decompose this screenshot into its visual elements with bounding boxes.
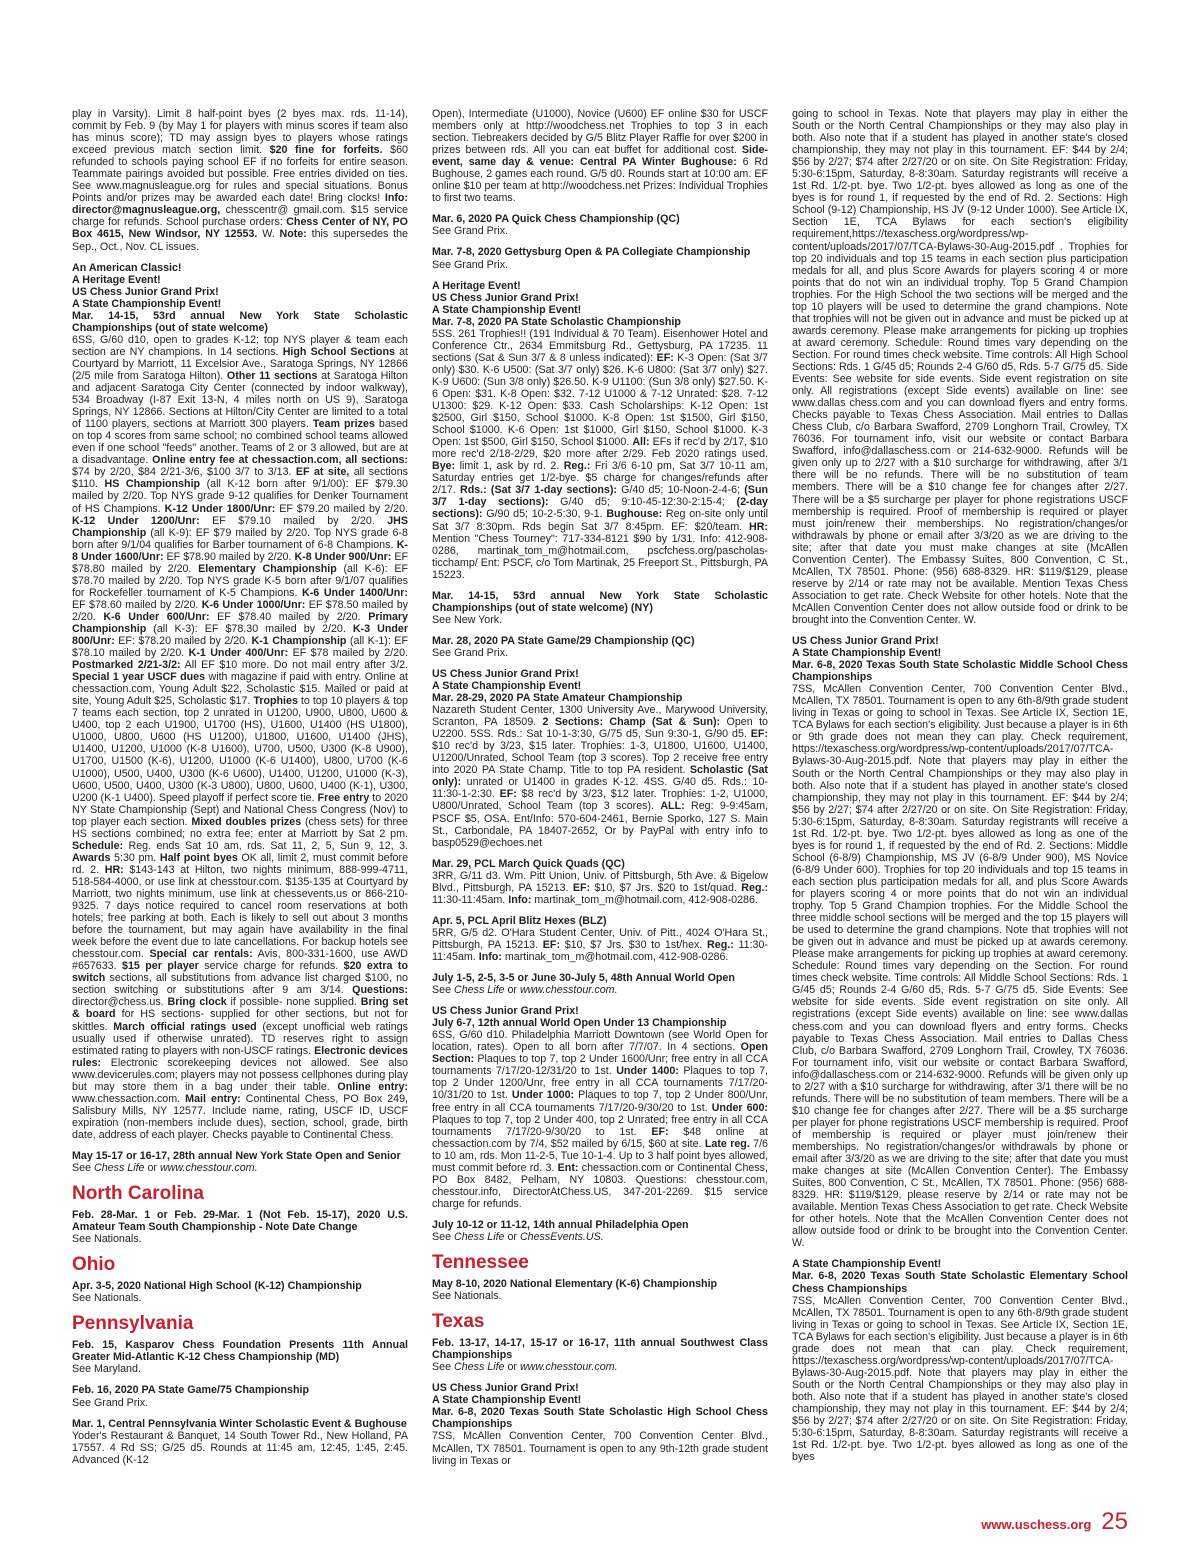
body-text: service charge for refunds. xyxy=(198,960,344,973)
listing xyxy=(72,1150,408,1174)
body-text: OK all, limit 2, must commit before rd. 2. xyxy=(72,851,409,876)
listing xyxy=(792,635,1128,1249)
body-text: Continental Chess, PO Box 249, Salisbury Mills, NY 12577. Include name, rating, USCF ID, USCF expiration (non-members include dues), section, school, grade, birth date, address of each player. Checks payable to Continental Chess. xyxy=(72,1092,409,1141)
body-text: See Maryland. xyxy=(72,1363,141,1376)
bold-text: Info: xyxy=(478,951,502,963)
listing xyxy=(72,1339,408,1375)
body-text: $8 rec'd by 3/23, $12 later. Trophies: 1-2, U1000, U800/Unrated, School Team (top 3 scores). xyxy=(432,788,768,813)
bold-text: Questions: xyxy=(352,984,408,997)
listing-heading: US Chess Junior Grand Prix! xyxy=(72,285,219,298)
footer-url: www.uschess.org xyxy=(981,1517,1092,1532)
bold-text: Side-event, same day & venue: Central PA Winter Bughouse: xyxy=(432,144,768,169)
listing xyxy=(432,108,768,204)
body-text: sections, all substitutions from advance list charged $100, no section switching or substitutions after 9 am 3/14. xyxy=(72,972,408,997)
body-text: or xyxy=(504,1361,520,1374)
listing-heading: Mar. 1, Central Pennsylvania Winter Scholastic Event & Bughouse xyxy=(72,1417,407,1430)
body-text: director@chess.us. xyxy=(72,996,168,1009)
bold-text: EF: xyxy=(542,938,560,951)
listing-heading: Mar. 29, PCL March Quick Quads (QC) xyxy=(432,857,625,870)
bold-text: Electronic devices rules: xyxy=(72,1044,408,1069)
body-text: See Grand Prix. xyxy=(432,225,509,238)
state-heading: Texas xyxy=(432,1311,485,1333)
italic-text: Chess Life xyxy=(454,1230,505,1243)
listing xyxy=(432,1219,768,1243)
listing-heading: Mar. 6-8, 2020 Texas South State Scholastic Elementary School Chess Championships xyxy=(792,1270,1128,1295)
bold-text: $15 per player xyxy=(122,960,199,973)
bold-text: Other 11 sections xyxy=(226,369,318,382)
italic-text: www.chesstour.com. xyxy=(159,1162,258,1175)
bold-text: JHS Championship xyxy=(72,514,408,539)
bold-text: Half point byes xyxy=(159,851,238,864)
body-text: unrated or U1400 in grades K-12. 4SS. G/40 d5. Rds.: 10-11:30-1-2:30. xyxy=(432,776,768,801)
body-text: See Grand Prix. xyxy=(72,1396,149,1409)
bold-text: EF at site, xyxy=(295,466,350,479)
bold-text: EF: xyxy=(656,351,674,364)
listing-heading: Feb. 13-17, 14-17, 15-17 or 16-17, 11th annual Southwest Class Championships xyxy=(432,1337,768,1362)
bold-text: Bring clock xyxy=(167,996,227,1009)
bold-text: EF: xyxy=(750,728,768,741)
listing xyxy=(792,1258,1128,1463)
body-text: 6SS, G/60 d10, open to grades K-12; top NYS player & team each section are NY champions. In 14 sections. xyxy=(72,333,408,358)
listing-heading: July 10-12 or 11-12, 14th annual Philadelphia Open xyxy=(432,1218,689,1231)
listing xyxy=(72,108,408,253)
bold-text: Awards xyxy=(72,851,111,864)
body-text: 6 Rd Bughouse, 2 games each round. G/5 d0. Rounds start at 10:00 am. EF online $10 per team at http://woodchess.net Prizes: Individual Trophies to first two teams. xyxy=(432,156,769,205)
listing-heading: Mar. 28-29, 2020 PA State Amateur Championship xyxy=(432,692,683,705)
body-text: chessaction.com or Continental Chess, PO Box 8482, Pelham, NY 10803. Questions: chesstour.com, chesstour.info, DirectorAtChess.US, 347-201-2269. $15 service charge for refunds. xyxy=(432,1161,768,1210)
body-text: EF $79.10 mailed by 2/20. xyxy=(199,514,388,527)
body-text: Reg. ends Sat 10 am, rds. Sat 11, 2, 5, Sun 9, 12, 3. xyxy=(123,839,408,852)
listing xyxy=(72,1209,408,1245)
body-text: www.chessaction.com. xyxy=(72,1092,186,1105)
bold-text: K-6 Under 1400/Unr: xyxy=(302,586,408,599)
body-text: See Nationals. xyxy=(72,1292,142,1305)
body-text: Plaques to top 7, top 2 Under 1600/Unr; free entry in all CCA tournaments 7/17/20-12/31/20 to 1st. xyxy=(432,1053,768,1078)
listing-heading: May 15-17 or 16-17, 28th annual New York State Open and Senior xyxy=(72,1149,401,1162)
body-text: EF $78.40 mailed by 2/20. xyxy=(209,610,369,623)
body-text: to top 10 players & top 7 teams each section, top 2 unrated in U1200, U900, U800, U600 & U400, top 2 each U1900, U1700 (HS), U1600, U1400 (HS U1800), U1000, U800, U600 (HS U1200), U1800, U1600, U1400 (JHS), U1400, U1200, U1000 (K-8 U1600), U700, U500, U300 (K-8 U900), U1700, U1500 (K-6), U1200, U1000 (K-6 U1400), U800, U700 (K-6 U1000), U500, U400, U300 (K-6 U600), U1400, U1200, U1000 (K-3), U600, U500, U400, U300 (K-3 U800), U800, U600, U400 (K-1), U300, U200 (K-1 U400). Speed playoff if perfect score tie. xyxy=(72,695,408,804)
body-text: G/90 d5; 10-2-5:30, 9-1. xyxy=(482,508,607,521)
bold-text: K-1 Championship xyxy=(251,635,347,648)
bold-text: (2-day sections): xyxy=(432,496,768,521)
bold-text: K-8 Under 1600/Unr: xyxy=(72,538,408,563)
bold-text: Bye: xyxy=(432,460,456,473)
body-text: 7SS, McAllen Convention Center, 700 Convention Center Blvd., McAllen, TX 78501. Tournament is open to any 9th-12th grade student living in Texas or xyxy=(432,1430,768,1467)
listing-heading: US Chess Junior Grand Prix! xyxy=(432,291,579,304)
bold-text: HR: xyxy=(104,863,124,876)
body-text: (except unofficial web ratings usually used if otherwise unrated). TD reserves right to assign estimated rating to players with non-USCF ratings. xyxy=(72,1020,408,1057)
bold-text: Under 1400: xyxy=(616,1065,679,1078)
bold-text: Schedule: xyxy=(72,839,124,852)
bold-text: $20 fine for forfeits. xyxy=(269,144,383,157)
bold-text: Online entry fee at chessaction.com, all sections: xyxy=(152,454,408,467)
page-number: 25 xyxy=(1101,1508,1128,1535)
body-text: Fri 3/6 6-10 pm, Sat 3/7 10-11 am, Saturday entries get 1/2-bye. $5 charge for changes/refunds after 2/17. xyxy=(432,460,768,497)
body-text: $60 refunded to schools paying school EF if no forfeits for entire season. Teammate pairings avoided but possible. Free entries divided on ties. See www.magnusleague.org for rules and special situations. Bonus Points and/or prizes may be awarded each date! Bring clocks! xyxy=(72,144,408,205)
listing xyxy=(432,635,768,659)
bold-text: HR: xyxy=(749,520,768,533)
body-text: See Grand Prix. xyxy=(432,258,509,271)
bold-text: K-1 Under 400/Unr: xyxy=(188,647,289,660)
listing xyxy=(72,1418,408,1466)
body-text: See xyxy=(432,1361,454,1374)
body-text: See Nationals. xyxy=(432,1290,502,1303)
state-heading: North Carolina xyxy=(72,1183,204,1205)
body-text: $48 online at chessaction.com by 7/4, $52 mailed by 6/15, $60 at site. xyxy=(432,1125,768,1150)
body-text: $74 by 2/20, $84 2/21-3/6, $100 3/7 to 3/13. xyxy=(72,466,296,479)
body-text: 11:30-11:45am. xyxy=(432,938,768,963)
listing-heading: A State Championship Event! xyxy=(72,297,222,310)
body-text: 5:30 pm. xyxy=(110,851,160,864)
body-text: 7SS, McAllen Convention Center, 700 Convention Center Blvd., McAllen, TX 78501. Tournament is open to any 6th-8/9th grade student living in Texas or going to school in Texas. See Article IX, Section 1E, TCA Bylaws for each section's eligibility. Just because a player is in 6th or 9th grade does not mean they can play. Check requirement, https://texaschess.org/wordpress/wp-content/uploads/2017/07/TCA-Bylaws-30-Aug-2015.pdf. Note that players may play in either the South or the North Central Championships or they may also play in both. Also note that if a student has played in another state's closed championship, they may not play in this tournament. EF: $44 by 2/4; $56 by 2/27; $74 after 2/27/20 or on site. On Site Registration: Friday, 5:30-6:15pm, Saturday, 8-8:30am. Saturday registrants will receive a 1st Rd. 1/2-pt. bye. Two 1/2-pt. byes allowed as long as one of the byes is for round 1, if requested by the end of Rd. 2. Sections: Middle School (6-8/9) Championship, MS JV (6-8/9 Under 900), MS Novice (6-8/9 Under 600). Trophies for top 20 individuals and top 15 teams in each section plus participation medals for all, and plus Score Awards for players scoring 4 or more points that do not win an individual trophy. Top 5 Grand Champion trophies. For the Middle School the three middle school sections will be merged and the top 15 players will be used to determine the grand champions. Note that trophies will not be given out in advance and must be picked up at awards ceremony. Please make arrangements for picking up trophies at award ceremony. Schedule: Round times vary depending on the Section. For round times check website. Time controls: All Middle School Sections: Rds. 1 G/45 d5; Rounds 2-4 G/60 d5, Rds. 5-7 G/75 d5. Side Events: See website for side events. Side event registration on site only. All registrations (except Side events) available on line: see www.dallas chess.com and you can download flyers and entry forms. Checks payable to Texas Chess Association. Mail entries to Dallas Chess Club, c/o Barbara Swafford, 2709 Longhorn Trail, Crowley, TX 76036. For tournament info, visit our website or contact Barbara Swafford, info@dallaschess.com or 214-632-9000. Refunds will be given only up to 2/27 with a $10 surcharge for withdrawing, after 3/1 there will be no refunds. There will be no substitution of team members. There will be a $10 change fee for changes after 2/27. There will be a $5 surcharge per player for phone registrations USCF membership is required. Proof of membership is required or player must join/renew their memberships. No registration/changes/or withdrawals by phone or email after 3/3/20 as we are driving to the site; after that date you must make changes at site (McAllen Convention Center). The Embassy Suites, 800 Convention, C St., McAllen, TX 78501. Phone: (956) 688-8329. HR: $119/$129, please reserve by 2/14 or rate may not be available. Mention Texas Chess Association to get rate. Check Website for other hotels. Note that the McAllen Convention Center does not allow outside food or drink to be brought into the Convention Center. W. xyxy=(792,683,1128,1250)
body-text: Reg on-site only until Sat 3/7 8:30pm. Rds begin Sat 3/7 8:45pm. EF: $20/team. xyxy=(432,508,768,533)
listing-heading: Feb. 16, 2020 PA State Game/75 Championship xyxy=(72,1384,309,1397)
listing xyxy=(792,108,1128,626)
bold-text: 2 Sections: Champ (Sat & Sun): xyxy=(542,716,721,729)
body-text: Plaques to top 7, top 2 Under 400, top 2 Unrated; free entry in all CCA tournaments 7/17/20-9/30/20 to 1st. xyxy=(432,1113,768,1138)
body-text: Avis, 800-331-1600, use AWD #657633. xyxy=(72,948,408,973)
bold-text: EF: xyxy=(499,788,517,801)
listing-heading: Mar. 7-8, 2020 Gettysburg Open & PA Collegiate Championship xyxy=(432,246,751,259)
listing-heading: July 1-5, 2-5, 3-5 or June 30-July 5, 48th Annual World Open xyxy=(432,972,735,985)
listing-heading: US Chess Junior Grand Prix! xyxy=(792,635,939,648)
italic-text: ChessEvents.US. xyxy=(519,1230,604,1243)
listing-heading: US Chess Junior Grand Prix! xyxy=(432,1005,579,1018)
listing-heading: Apr. 5, PCL April Blitz Hexes (BLZ) xyxy=(432,914,607,927)
listing-heading: Feb. 28-Mar. 1 or Feb. 29-Mar. 1 (Not Feb. 15-17), 2020 U.S. Amateur Team South Championship - Note Date Change xyxy=(72,1209,408,1234)
listing-heading: Mar. 14-15, 53rd annual New York State Scholastic Championships (out of state welcome) xyxy=(72,309,408,334)
listing-heading: July 6-7, 12th annual World Open Under 13 Championship xyxy=(432,1017,727,1030)
body-text: all sections $110. xyxy=(72,466,409,491)
bold-text: K-12 Under 1800/Unr: xyxy=(164,502,276,515)
listing xyxy=(432,246,768,270)
body-text: at Courtyard by Marriott, 11 Excelsior Ave., Saratoga Springs, NY 12866 (2/5 mile from Saratoga Hilton). xyxy=(72,345,408,382)
body-text: 6SS, G/60 d10. Philadelphia Marriott Downtown (see World Open for location, rates). Open to all born after 7/7/07. In 4 sections. xyxy=(432,1029,768,1054)
listing xyxy=(432,1337,768,1373)
body-text: chesscentr@ gmail.com. $15 service charge for refunds. School purchase orders: xyxy=(72,204,408,229)
bold-text: Mail entry: xyxy=(185,1092,241,1105)
bold-text: Under 1000: xyxy=(511,1089,575,1102)
listing xyxy=(432,915,768,963)
column-left xyxy=(72,108,408,1475)
bold-text: All: xyxy=(632,436,650,449)
bold-text: $20 extra to switch xyxy=(72,960,408,985)
bold-text: K-3 Under 800/Unr: xyxy=(72,622,408,648)
body-text: $10, $7 Jrs. $20 to 1st/quad. xyxy=(590,881,742,894)
column-right xyxy=(792,108,1128,1472)
italic-text: www.chesstour.com. xyxy=(519,1361,618,1374)
bold-text: Open Section: xyxy=(432,1041,768,1066)
body-text: going to school in Texas. Note that players may play in either the South or the North Central Championships or they may also play in both. Also note that if a student has played in another state's closed championship, they may not play in this tournament. EF: $44 by 2/4; $56 by 2/27; $74 after 2/27/20 or on site. On Site Registration: Friday, 5:30-6:15pm, Saturday, 8-8:30am. Saturday registrants will receive a 1st Rd. 1/2-pt. bye. Two 1/2-pt. byes allowed as long as one of the byes is for round 1, if requested by the end of Rd. 2. Sections: High School (9-12) Championship, HS JV (9-12 Under 1000). See Article IX, Section 1E, TCA Bylaws for each section's eligibility requirement,https://texaschess.org/wordpress/wp-content/uploads/2017/07/TCA-Bylaws-30-Aug-2015.pdf . Trophies for top 20 individuals and top 15 teams in each section plus participation medals for all, and plus Score Awards for players scoring 4 or more points that do not win an individual trophy. Top 5 Grand Champion trophies. For the High School the two sections will be merged and the top 10 players will be used to determine the grand champions. Note that trophies will not be given out in advance and must be picked up at awards ceremony. Please make arrangements for picking up trophies at award ceremony. Schedule: Round times vary depending on the Section. For round times check website. Time controls: All High School Sections: Rds. 1 G/45 d5; Rounds 2-4 G/60 d5, Rds. 5-7 G/75 d5. Side Events: See website for side events. Side event registration on site only. All registrations (except Side events) available on line: see www.dallas chess.com and you can download flyers and entry forms. Checks payable to Texas Chess Association. Mail entries to Dallas Chess Club, c/o Barbara Swafford, 2709 Longhorn Trail, Crowley, TX 76036. For tournament info, visit our website or contact Barbara Swafford, info@dallaschess.com or 214-632-9000. Refunds will be given only up to 2/27 with a $10 surcharge for withdrawing, after 3/1 there will be no refunds. There will be no substitution of team members. There will be a $10 change fee for changes after 2/27. There will be a $5 surcharge per player for phone registrations USCF membership is required. Proof of membership is required or player must join/renew their memberships. No registration/changes/or withdrawals by phone or email after 3/3/20 as we are driving to the site; after that date you must make changes at site (McAllen Convention Center). The Embassy Suites, 800 Convention, C St., McAllen, TX 78501. Phone: (956) 688-8329. HR: $119/$129, please reserve by 2/14 or rate may not be available. Mention Texas Chess Association to get rate. Check Website for other hotels. Note that the McAllen Convention Center does not allow outside food or drink to be brought into the Convention Center. W. xyxy=(792,108,1128,626)
body-text: 7SS, McAllen Convention Center, 700 Convention Center Blvd., McAllen, TX 78501. Tournament is open to any 6th-8/9th grade student living in Texas or going to school in Texas. See Article IX, Section 1E, TCA Bylaws for each section's eligibility. Just because a player is in 6th grade does not mean that can play. Check requirement, https://texaschess.org/wordpress/wp-content/uploads/2017/07/TCA-Bylaws-30-Aug-2015.pdf. Note that players may play in either the South or the North Central Championships or they may also play in both. Also note that if a student has played in another state's closed championship, they may not play in this tournament. EF: $44 by 2/4; $56 by 2/27; $74 after 2/27/20 or on site. On Site Registration: Friday, 5:30-6:15pm, Saturday, 8-8:30am. Saturday registrants will receive a 1st Rd. 1/2-pt. bye. Two 1/2-pt. byes allowed as long as one of the byes xyxy=(792,1294,1128,1464)
listing xyxy=(72,1384,408,1408)
listing-heading: A State Championship Event! xyxy=(432,680,582,693)
bold-text: EF: xyxy=(572,881,591,894)
body-text: for HS sections- supplied for other sections, but not for skittles. xyxy=(72,1008,408,1033)
listing-heading: US Chess Junior Grand Prix! xyxy=(432,667,579,680)
bold-text: HS Championship xyxy=(104,478,201,491)
bold-text: Bughouse: xyxy=(606,508,663,521)
listing-heading: May 8-10, 2020 National Elementary (K-6) Championship xyxy=(432,1278,718,1291)
listing xyxy=(432,1382,768,1466)
listing-heading: A State Championship Event! xyxy=(792,1258,942,1271)
body-text: play in Varsity). Limit 8 half-point byes (2 byes max. rds. 11-14), commit by Feb. 9 (by May 1 for players with minus scores if team also has minus score); TD may assign byes to players whose ratings exceed previous match section limit. xyxy=(72,108,408,157)
column-middle xyxy=(432,108,768,1476)
listing-heading: Mar. 28, 2020 PA State Game/29 Championship (QC) xyxy=(432,634,695,647)
body-text: martinak_tom_m@hotmail.com, 412-908-0286. xyxy=(501,951,729,963)
body-text: See xyxy=(432,1230,454,1243)
body-text: 5RR, G/5 d2. O'Hara Student Center, Univ. of Pitt., 4024 O'Hara St., Pittsburgh, PA 15213. xyxy=(432,926,768,951)
body-text: Electronic scorekeeping devices not allowed. See also www.devicerules.com; players may not possess cellphones during play but may store them in a bag under their table. xyxy=(72,1056,408,1093)
bold-text: Rds.: (Sat 3/7 1-day sections): xyxy=(459,484,617,497)
body-text: limit 1, ask by rd. 2. xyxy=(455,460,564,473)
body-text: Open to U2200. 5SS. Rds.: Sat 10-1-3:30, G/75 d5, Sun 9:30-1, G/90 d5. xyxy=(432,716,768,741)
body-text: this supersedes the Sep., Oct., Nov. CL issues. xyxy=(72,228,408,253)
body-text: EF $78.90 mailed by 2/20. xyxy=(163,550,295,563)
bold-text: ALL: xyxy=(660,800,685,813)
listing xyxy=(432,590,768,626)
body-text: See Nationals. xyxy=(72,1233,142,1246)
state-heading: Ohio xyxy=(72,1254,116,1276)
body-text: 11:30-11:45am. xyxy=(432,893,509,906)
body-text: EF: $78.20 mailed by 2/20. xyxy=(114,635,252,648)
bold-text: Team prizes xyxy=(312,418,375,431)
page-footer xyxy=(981,1508,1128,1536)
body-text: G/40 d5; 9:10-45-12:30-2:15-4; xyxy=(548,496,737,509)
bold-text: Reg.: xyxy=(563,460,591,473)
bold-text: Postmarked 2/21-3/2: xyxy=(72,659,181,672)
body-text: Plaques to top 7, top 2 Under 1200/Unr, free entry in all CCA tournaments 7/17/20-10/31/20 to 1st. xyxy=(432,1065,769,1102)
body-text: Nazareth Student Center, 1300 University Ave., Marywood University, Scranton, PA 18509. xyxy=(432,704,768,729)
state-heading: Pennsylvania xyxy=(72,1313,194,1335)
italic-text: Chess Life xyxy=(454,984,505,997)
body-text: EF $78.50 mailed by 2/20. xyxy=(72,598,409,623)
body-text: See xyxy=(432,984,454,997)
bold-text: Mixed doubles prizes xyxy=(191,815,302,828)
body-text: 7/6 to 10 am, rds. Mon 11-2-5, Tue 10-1-4. Up to 3 half point byes allowed, must commit before rd. 3. xyxy=(432,1137,768,1174)
bold-text: Bring set & board xyxy=(72,996,409,1021)
body-text: All EF $10 more. Do not mail entry after 3/2. xyxy=(180,659,409,672)
body-text: or xyxy=(504,1230,520,1243)
bold-text: Note: xyxy=(279,228,307,241)
body-text: EF $79.20 mailed by 2/20. xyxy=(275,502,408,515)
bold-text: K-6 Under 1000/Unr: xyxy=(201,598,306,611)
bold-text: Under 600: xyxy=(711,1101,768,1114)
body-text: Mention "Chess Tourney": 717-334-8121 $90 by 1/31. Info: 412-908-0286, martinak_tom_m@hotmail.com, pscfchess.org/pascholas-ticchamp/ Ent: PSCF, c/o Tom Martinak, 25 Freeport St., Pittsburgh, PA 15223. xyxy=(432,532,768,581)
bold-text: (Sun 3/7 1-day sections): xyxy=(432,484,768,509)
body-text: 5SS. 261 Trophies!! (191 Individual & 70 Team). Eisenhower Hotel and Conference Ctr., 2634 Emmitsburg Rd., Gettysburg, PA 17235. 11 sections (Sat & Sun 3/7 & 8 unless indicated): xyxy=(432,327,768,364)
body-text: or xyxy=(144,1162,160,1175)
body-text: (chess sets) for three HS sections combined; no extra fee; enter at Marriott by Sat 2 pm. xyxy=(72,815,408,840)
bold-text: March official ratings used xyxy=(113,1020,257,1033)
body-text: (all K-9): EF $79 mailed by 2/20. Top NYS grade 6-8 born after 9/1/04 qualifies for Barber tournament of 6-8 Champions. xyxy=(72,526,408,551)
bold-text: Special 1 year USCF dues xyxy=(72,671,206,684)
body-text: K-3 Open: (Sat 3/7 only) $30. K-6 U500: (Sat 3/7 only) $26. K-6 U800: (Sat 3/7 only) $27. K-9 U600: (Sun 3/8 only) $26.50. K-9 U1100: (Sun 3/8 only) $27.50. K-6 Open: $31. K-8 Open: $32. 7-12 U1000 & 7-12 Unrated: $28. 7-12 U1300: $29. K-12 Open: $33. Cash Scholarships: K-12 Open: 1st $2500, Girl $150, School $1000. K-8 Open: 1st $1500, Girl $150, School $1000. K-6 Open: 1st $1000, Girl $150, School $1000. K-3 Open: 1st $500, Girl $150, School $1000. xyxy=(432,351,768,449)
bold-text: High School Sections xyxy=(282,345,395,358)
listing-heading: Mar. 6, 2020 PA Quick Chess Championship (QC) xyxy=(432,213,680,226)
body-text: $143-143 at Hilton, two nights minimum, 888-999-4711, 518-584-4000, or use link at chesstour.com. $135-135 at Courtyard by Marriott, two nights minimum, use link at chessevents.us or 866-210-9325. 7 days notice required to cancel room reservations at both hotels; free parking at both. Each is likely to sell out about 3 months before the tournament, but may again have availability in the final week before the event due to late cancellations. For backup hotels see chesstour.com. xyxy=(72,863,408,961)
bold-text: K-6 Under 600/Unr: xyxy=(103,610,210,623)
state-heading: Tennessee xyxy=(432,1252,529,1274)
bold-text: Info: xyxy=(508,893,532,906)
listing xyxy=(432,668,768,849)
listing xyxy=(432,858,768,906)
listing-heading: A State Championship Event! xyxy=(432,1394,582,1407)
bold-text: Scholastic (Sat only): xyxy=(432,764,768,789)
bold-text: EF: xyxy=(651,1125,669,1138)
body-text: G/40 d5; 10-Noon-2-4-6; xyxy=(616,484,745,497)
body-text: See New York. xyxy=(432,613,503,626)
body-text: or xyxy=(504,984,520,997)
bold-text: Chess Center of NY, PO Box 4615, New Windsor, NY 12553. xyxy=(72,216,408,241)
listing-heading: Apr. 3-5, 2020 National High School (K-12) Championship xyxy=(72,1280,362,1293)
body-text: W. xyxy=(257,228,280,241)
listing-heading: Feb. 15, Kasparov Chess Foundation Presents 11th Annual Greater Mid-Atlantic K-12 Chess Championship (MD) xyxy=(72,1339,408,1364)
body-text: EF $78 mailed by 2/20. xyxy=(288,647,408,660)
bold-text: Primary Championship xyxy=(72,610,408,635)
body-text: at Saratoga Hilton and adjacent Saratoga City Center (connected by indoor walkway), 534 Broadway (I-87 Exit 13-N, 4 miles north on US 9), Saratoga Springs, NY 12866. Sections at Hilton/City Center are limited to a total of 1100 players, sections at Marriott 300 players. xyxy=(72,369,408,431)
listing-heading: US Chess Junior Grand Prix! xyxy=(432,1382,579,1395)
body-text: Reg: 9-9:45am, PSCF $5, OSA. Ent/Info: 570-604-2461, Bernie Sporko, 127 S. Main St., Carbondale, PA 18407-2652, Or by PayPal with entry info to basp0529@echoes.net xyxy=(432,800,768,849)
listing-heading: Mar. 14-15, 53rd annual New York State Scholastic Championships (out of state welcome) (NY) xyxy=(432,589,768,614)
body-text: Yoder's Restaurant & Banquet, 14 South Tower Rd., New Holland, PA 17557. 4 Rd SS; G/25 d5. Rounds at 11:45 am, 12:45, 1:45, 2:45. Advanced (K-12 xyxy=(72,1429,408,1466)
listing-heading: A State Championship Event! xyxy=(432,303,582,316)
listing-heading: Mar. 6-8, 2020 Texas South State Scholastic High School Chess Championships xyxy=(432,1406,768,1431)
body-text: Open), Intermediate (U1000), Novice (U600) EF online $30 for USCF members only at http://woodchess.net Trophies to top 3 in each section. Tiebreakers decided by G/5 Blitz Player Raffle for over $200 in prizes between rds. All you can eat buffet for additional cost. xyxy=(432,108,768,157)
italic-text: Chess Life xyxy=(94,1162,145,1175)
listing-heading: A State Championship Event! xyxy=(792,647,942,660)
body-text: to 2020 NY State Championship (Sept) and National Chess Congress (Nov) to top player each section. xyxy=(72,791,408,828)
bold-text: Info: director@magnusleague.org, xyxy=(72,192,408,217)
body-text: EFs if rec'd by 2/17, $10 more rec'd 2/18-2/29, $20 more after 2/29. Feb 2020 ratings used. xyxy=(432,436,768,461)
body-text: $10 rec'd by 3/23, $15 later. Trophies: 1-3, U1800, U1600, U1400, U1200/Unrated, School Team (top 3 scores). Top 2 receive free entry into 2020 PA State Champ. Title to top PA resident. xyxy=(432,740,768,777)
body-text: EF $78.80 mailed by 2/20. xyxy=(72,550,408,575)
bold-text: Trophies xyxy=(253,695,298,708)
listing xyxy=(72,1280,408,1304)
listing xyxy=(432,972,768,996)
italic-text: Chess Life xyxy=(454,1361,505,1374)
body-text: with magazine if paid with entry. Online at chessaction.com, Young Adult $22, Scholastic $15. Mailed or paid at site, Young Adult $25, Scholastic $17. xyxy=(72,671,409,708)
body-text: (all K-1): EF $78.10 mailed by 2/20. xyxy=(72,635,408,660)
bold-text: K-8 Under 900/Unr: xyxy=(294,550,392,563)
listing xyxy=(432,213,768,237)
listing-heading: A Heritage Event! xyxy=(432,279,521,292)
bold-text: Online entry: xyxy=(337,1080,408,1093)
bold-text: Late reg. xyxy=(704,1137,750,1150)
bold-text: Free entry xyxy=(317,791,370,804)
body-text: Plaques to top 7, top 2 Under 800/Unr, free entry in all CCA tournaments 7/17/20-9/30/20 to 1st. xyxy=(432,1089,769,1114)
listing-heading: Mar. 7-8, 2020 PA State Scholastic Championship xyxy=(432,315,681,328)
body-text: 3RR, G/11 d3. Wm. Pitt Union, Univ. of Pittsburgh, 5th Ave. & Bigelow Blvd., Pittsburgh, PA 15213. xyxy=(432,869,768,894)
italic-text: www.chesstour.com. xyxy=(519,984,618,997)
body-text: if possible- none supplied. xyxy=(226,996,361,1009)
listing xyxy=(72,262,408,1141)
bold-text: Elementary Championship xyxy=(198,562,337,575)
body-text: martinak_tom_m@hotmail.com, 412-908-0286. xyxy=(531,893,758,906)
body-text: (all K-6): EF $78.70 mailed by 2/20. Top NYS grade K-5 born after 9/1/07 qualifies for Rockefeller tournament of K-5 Champions. xyxy=(72,562,408,599)
listing-heading: An American Classic! xyxy=(72,261,182,274)
listing-heading: Mar. 6-8, 2020 Texas South State Scholastic Middle School Chess Championships xyxy=(792,659,1128,684)
listing xyxy=(432,1005,768,1210)
bold-text: Reg.: xyxy=(707,938,734,951)
bold-text: Special car rentals: xyxy=(149,948,253,961)
body-text: (all K-12 born after 9/1/00): EF $79.30 mailed by 2/20. Top NYS grade 9-12 qualifies for Denker Tournament of HS Champions. xyxy=(72,478,408,515)
body-text: $10, $7 Jrs. $30 to 1st/hex. xyxy=(560,938,708,951)
bold-text: Reg.: xyxy=(741,881,768,894)
listing-heading: A Heritage Event! xyxy=(72,273,161,286)
body-text: (all K-3): EF $78.30 mailed by 2/20. xyxy=(146,622,353,635)
bold-text: Ent: xyxy=(557,1161,579,1174)
bold-text: K-12 Under 1200/Unr: xyxy=(72,514,200,527)
body-text: based on top 4 scores from same school; no combined school teams allowed even if one school "feeds" another. Teams of 2 or 3 allowed, but are at a disadvantage. xyxy=(72,418,409,467)
body-text: See xyxy=(72,1162,94,1175)
listing xyxy=(432,280,768,581)
listing xyxy=(432,1278,768,1302)
body-text: See Grand Prix. xyxy=(432,646,509,659)
body-text: EF $78.60 mailed by 2/20. xyxy=(72,598,202,611)
